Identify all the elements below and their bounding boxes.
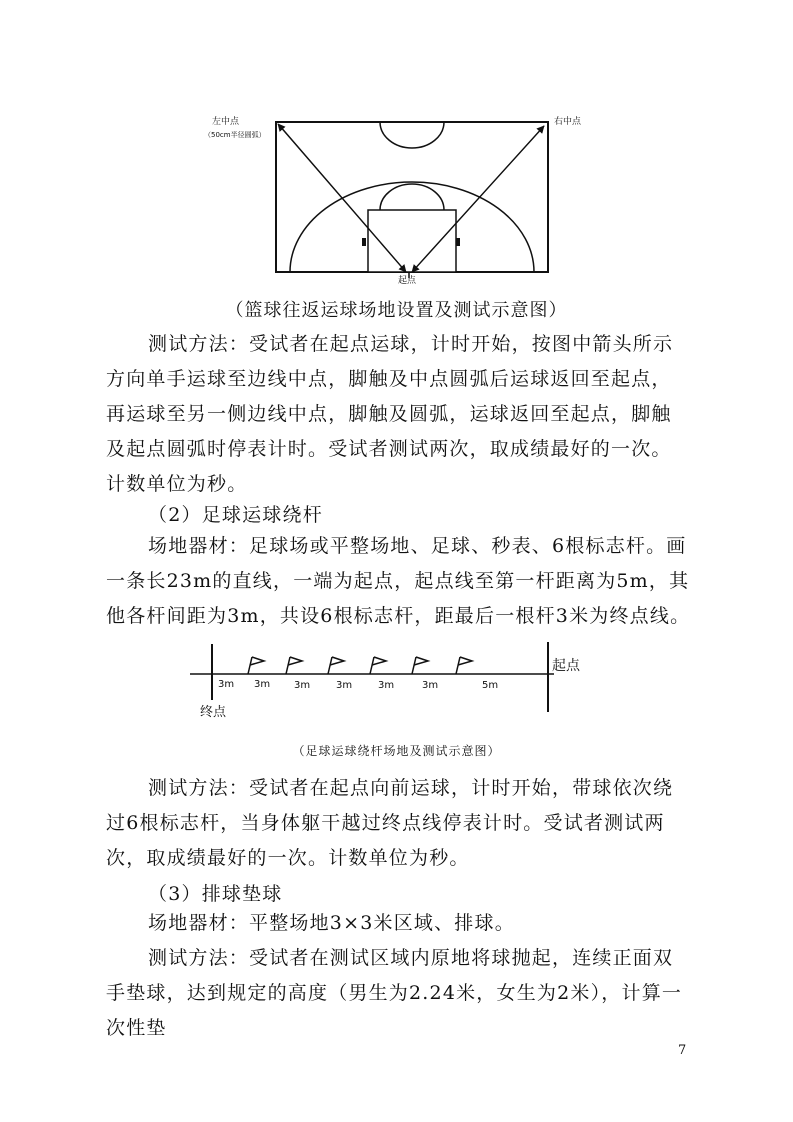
distance-label: 3m <box>378 680 395 691</box>
basketball-caption: （篮球往返运球场地设置及测试示意图） <box>225 300 568 321</box>
volleyball-heading: （3）排球垫球 <box>148 883 283 905</box>
page-number: 7 <box>678 1043 687 1058</box>
distance-label: 5m <box>482 680 499 691</box>
basketball-method: 测试方法：受试者在起点运球，计时开始，按图中箭头所示方向单手运球至边线中点，脚触及中点圆弧后运球返回至起点，再运球至另一侧边线中点，脚触及圆弧，运球返回至起点，脚触及起点圆弧时停表计时。受试者测试两次，取成绩最好的一次。计数单位为秒。 <box>106 333 674 495</box>
key-area <box>368 210 456 272</box>
football-heading: （2）足球运球绕杆 <box>148 504 323 526</box>
distance-label: 3m <box>254 679 271 690</box>
flag-pole-2 <box>286 657 302 674</box>
left-radius-label: （50cm半径圆弧） <box>204 131 266 139</box>
volleyball-method: 测试方法：受试者在测试区域内原地将球抛起，连续正面双手垫球，达到规定的高度（男生为2.24米，女生为2米），计算一次性垫 <box>106 947 683 1039</box>
football-equipment: 场地器材：足球场或平整场地、足球、秒表、6根标志杆。画一条长23m的直线，一端为起点，起点线至第一杆距离为5m，其他各杆间距为3m，共设6根标志杆，距最后一根杆3米为终点线。 <box>106 535 691 627</box>
football-caption: （足球运球绕杆场地及测试示意图） <box>292 744 501 758</box>
top-circle <box>380 122 444 148</box>
football-method: 测试方法：受试者在起点向前运球，计时开始，带球依次绕过6根标志杆，当身体躯干越过终点线停表计时。受试者测试两次，取成绩最好的一次。计数单位为秒。 <box>106 777 674 869</box>
distance-label: 3m <box>218 679 235 690</box>
flag-pole-4 <box>370 657 386 674</box>
flag-pole-5 <box>412 657 428 674</box>
football-slalom-diagram <box>190 640 610 725</box>
distance-label: 3m <box>422 680 439 691</box>
left-point-label: 左中点 <box>212 117 240 127</box>
free-throw-circle <box>380 184 444 210</box>
distance-label: 3m <box>336 680 353 691</box>
flag-pole-6 <box>456 657 472 674</box>
flag-pole-1 <box>248 657 264 674</box>
start-label: 起点 <box>552 658 580 674</box>
flag-pole-3 <box>328 657 344 674</box>
start-label: 起点 <box>398 276 417 284</box>
volleyball-equipment: 场地器材：平整场地3×3米区域、排球。 <box>148 912 515 934</box>
basketball-court-diagram <box>200 112 600 284</box>
right-point-label: 右中点 <box>554 117 582 127</box>
distance-label: 3m <box>294 680 311 691</box>
end-label: 终点 <box>200 705 227 720</box>
